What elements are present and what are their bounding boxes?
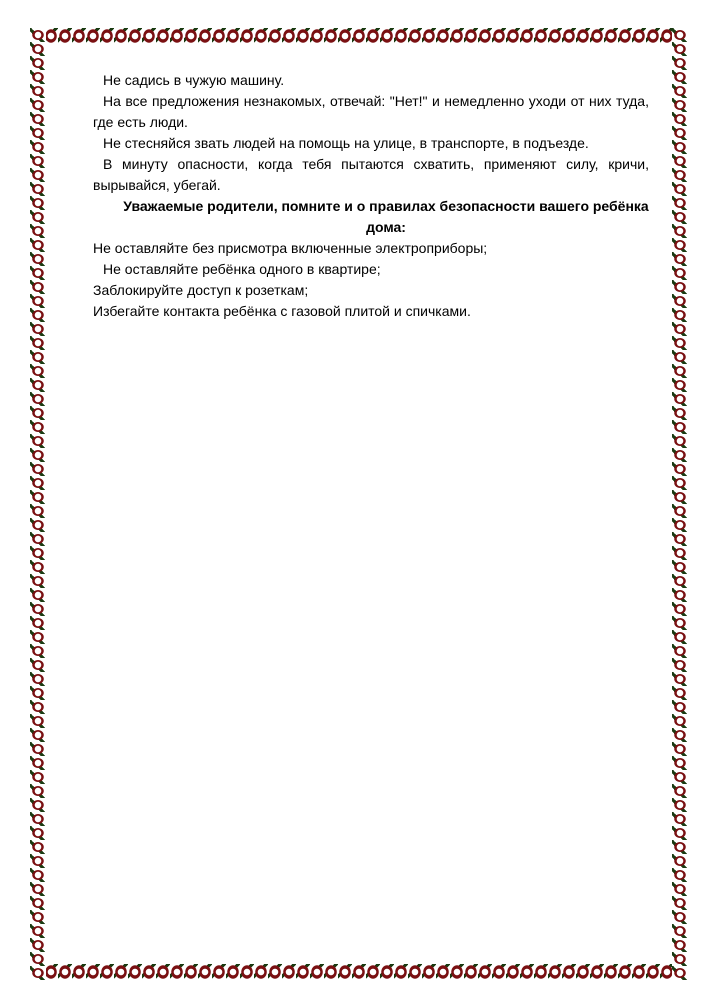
decorative-border-bottom	[30, 964, 688, 980]
paragraph-danger: В минуту опасности, когда тебя пытаются схватить, применяют силу, кричи, вырывайся, убегай.	[93, 156, 649, 193]
parents-heading: Уважаемые родители, помните и о правилах безопасности вашего ребёнка дома:	[123, 198, 649, 235]
decorative-border-right	[672, 28, 688, 980]
paragraph-call-help: Не стесняйся звать людей на помощь на улице, в транспорте, в подъезде.	[103, 135, 589, 151]
document-body	[93, 70, 649, 322]
home-rule-item: Не оставляйте без присмотра включенные электроприборы;	[93, 240, 488, 256]
decorative-border-left	[30, 28, 46, 980]
paragraph-stranger-car: Не садись в чужую машину.	[103, 72, 285, 88]
paragraph-say-no: На все предложения незнакомых, отвечай: "Нет!" и немедленно уходи от них туда, где есть люди.	[93, 93, 649, 130]
home-rule-item: Избегайте контакта ребёнка с газовой плитой и спичками.	[93, 303, 471, 319]
decorative-border-top	[30, 28, 688, 44]
home-rule-item: Не оставляйте ребёнка одного в квартире;	[103, 261, 381, 277]
home-rule-item: Заблокируйте доступ к розеткам;	[93, 282, 309, 298]
